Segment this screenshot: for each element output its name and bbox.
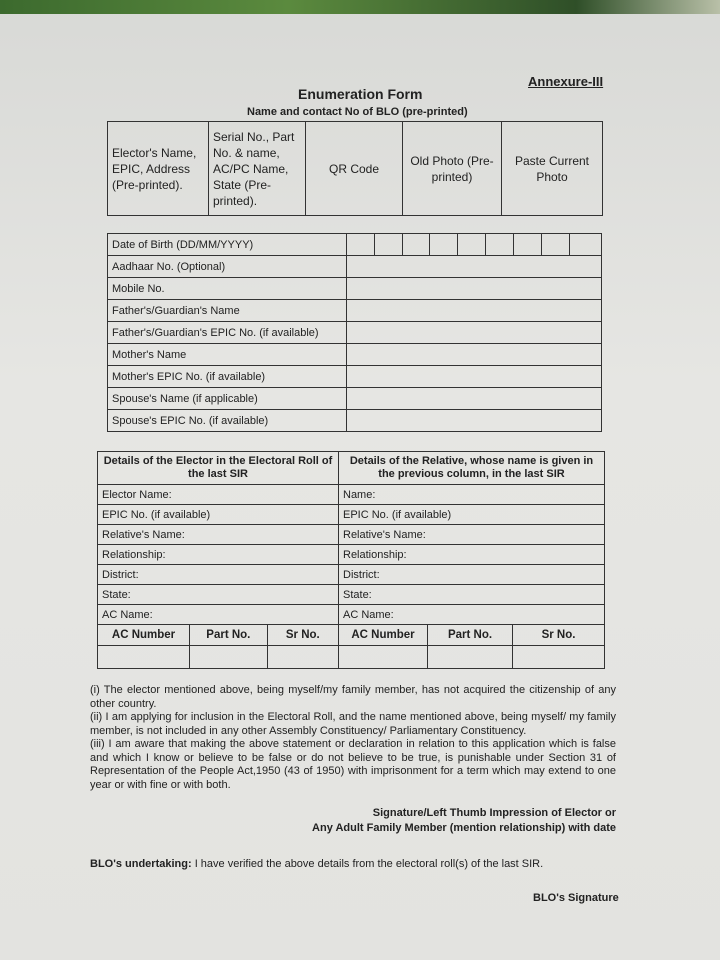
relative-part-no-field[interactable] xyxy=(428,646,513,669)
aadhaar-label: Aadhaar No. (Optional) xyxy=(108,256,347,278)
signature-line-2: Any Adult Family Member (mention relationship) with date xyxy=(312,822,616,834)
father-name-label: Father's/Guardian's Name xyxy=(108,300,347,322)
blo-undertaking xyxy=(90,858,543,870)
relative-ac-number-header: AC Number xyxy=(339,625,428,646)
form-title: Enumeration Form xyxy=(298,86,423,102)
elector-district-field[interactable]: District: xyxy=(98,565,339,585)
relative-relative-name-field[interactable]: Relative's Name: xyxy=(339,525,605,545)
father-name-field[interactable] xyxy=(346,300,601,322)
relative-epic-field[interactable]: EPIC No. (if available) xyxy=(339,505,605,525)
elector-signature-label xyxy=(312,806,616,836)
relative-ac-number-field[interactable] xyxy=(339,646,428,669)
declaration-iii: (iii) I am aware that making the above statement or declaration in relation to this application which is false and which I know or believe to be false or do not believe to be true, is punishable under Section 31 of Representation of the People Act,1950 (43 of 1950) with imprisonment for a term which may extend to one year or with fine or with both. xyxy=(90,738,616,791)
spouse-epic-label: Spouse's EPIC No. (if available) xyxy=(108,410,347,432)
annexure-label: Annexure-III xyxy=(528,74,604,89)
dob-digit-box[interactable] xyxy=(346,234,374,256)
sir-details-table xyxy=(97,451,605,669)
spouse-name-label: Spouse's Name (if applicable) xyxy=(108,388,347,410)
mother-epic-field[interactable] xyxy=(346,366,601,388)
elector-relative-name-field[interactable]: Relative's Name: xyxy=(98,525,339,545)
elector-ac-number-field[interactable] xyxy=(98,646,190,669)
relative-state-field[interactable]: State: xyxy=(339,585,605,605)
preprinted-table xyxy=(107,121,603,216)
elector-ac-number-header: AC Number xyxy=(98,625,190,646)
blo-contact-heading: Name and contact No of BLO (pre-printed) xyxy=(247,106,468,118)
elector-sr-no-header: Sr No. xyxy=(267,625,338,646)
relative-district-field[interactable]: District: xyxy=(339,565,605,585)
elector-part-no-header: Part No. xyxy=(190,625,268,646)
mother-name-label: Mother's Name xyxy=(108,344,347,366)
father-epic-label: Father's/Guardian's EPIC No. (if available) xyxy=(108,322,347,344)
elector-sir-heading: Details of the Elector in the Electoral Roll of the last SIR xyxy=(98,452,339,485)
current-photo-cell: Paste Current Photo xyxy=(502,122,603,216)
dob-digit-box[interactable] xyxy=(486,234,514,256)
old-photo-cell: Old Photo (Pre-printed) xyxy=(403,122,502,216)
blo-undertaking-text: I have verified the above details from the electoral roll(s) of the last SIR. xyxy=(194,858,544,870)
relative-sr-no-field[interactable] xyxy=(513,646,605,669)
dob-digit-box[interactable] xyxy=(541,234,569,256)
mobile-label: Mobile No. xyxy=(108,278,347,300)
mother-name-field[interactable] xyxy=(346,344,601,366)
dob-digit-box[interactable] xyxy=(569,234,601,256)
signature-line-1: Signature/Left Thumb Impression of Elector or xyxy=(372,807,616,819)
declaration xyxy=(90,684,616,792)
spouse-epic-field[interactable] xyxy=(346,410,601,432)
elector-sr-no-field[interactable] xyxy=(267,646,338,669)
declaration-ii: (ii) I am applying for inclusion in the Electoral Roll, and the name mentioned above, being myself/ my family member, is not included in any other Assembly Constituency/ Parliamentary Constituency. xyxy=(90,711,616,737)
dob-digit-box[interactable] xyxy=(458,234,486,256)
elector-state-field[interactable]: State: xyxy=(98,585,339,605)
relative-relationship-field[interactable]: Relationship: xyxy=(339,545,605,565)
background-strip xyxy=(0,0,720,14)
relative-part-no-header: Part No. xyxy=(428,625,513,646)
spouse-name-field[interactable] xyxy=(346,388,601,410)
dob-digit-box[interactable] xyxy=(514,234,542,256)
dob-label: Date of Birth (DD/MM/YYYY) xyxy=(108,234,347,256)
relative-name-field[interactable]: Name: xyxy=(339,485,605,505)
personal-details-table xyxy=(107,233,602,432)
relative-sir-heading: Details of the Relative, whose name is given in the previous column, in the last SIR xyxy=(339,452,605,485)
dob-digit-box[interactable] xyxy=(374,234,402,256)
dob-digit-box[interactable] xyxy=(430,234,458,256)
serial-details-cell: Serial No., Part No. & name, AC/PC Name, State (Pre-printed). xyxy=(209,122,306,216)
elector-part-no-field[interactable] xyxy=(190,646,268,669)
blo-signature-label: BLO's Signature xyxy=(533,892,619,904)
relative-ac-name-field[interactable]: AC Name: xyxy=(339,605,605,625)
dob-digit-box[interactable] xyxy=(402,234,430,256)
qr-code-cell: QR Code xyxy=(306,122,403,216)
blo-undertaking-label: BLO's undertaking: xyxy=(90,858,192,870)
elector-name-field[interactable]: Elector Name: xyxy=(98,485,339,505)
relative-sr-no-header: Sr No. xyxy=(513,625,605,646)
aadhaar-field[interactable] xyxy=(346,256,601,278)
declaration-i: (i) The elector mentioned above, being myself/my family member, has not acquired the citizenship of any other country. xyxy=(90,684,616,710)
mobile-field[interactable] xyxy=(346,278,601,300)
elector-epic-field[interactable]: EPIC No. (if available) xyxy=(98,505,339,525)
elector-ac-name-field[interactable]: AC Name: xyxy=(98,605,339,625)
elector-relationship-field[interactable]: Relationship: xyxy=(98,545,339,565)
elector-details-cell: Elector's Name, EPIC, Address (Pre-printed). xyxy=(108,122,209,216)
father-epic-field[interactable] xyxy=(346,322,601,344)
mother-epic-label: Mother's EPIC No. (if available) xyxy=(108,366,347,388)
